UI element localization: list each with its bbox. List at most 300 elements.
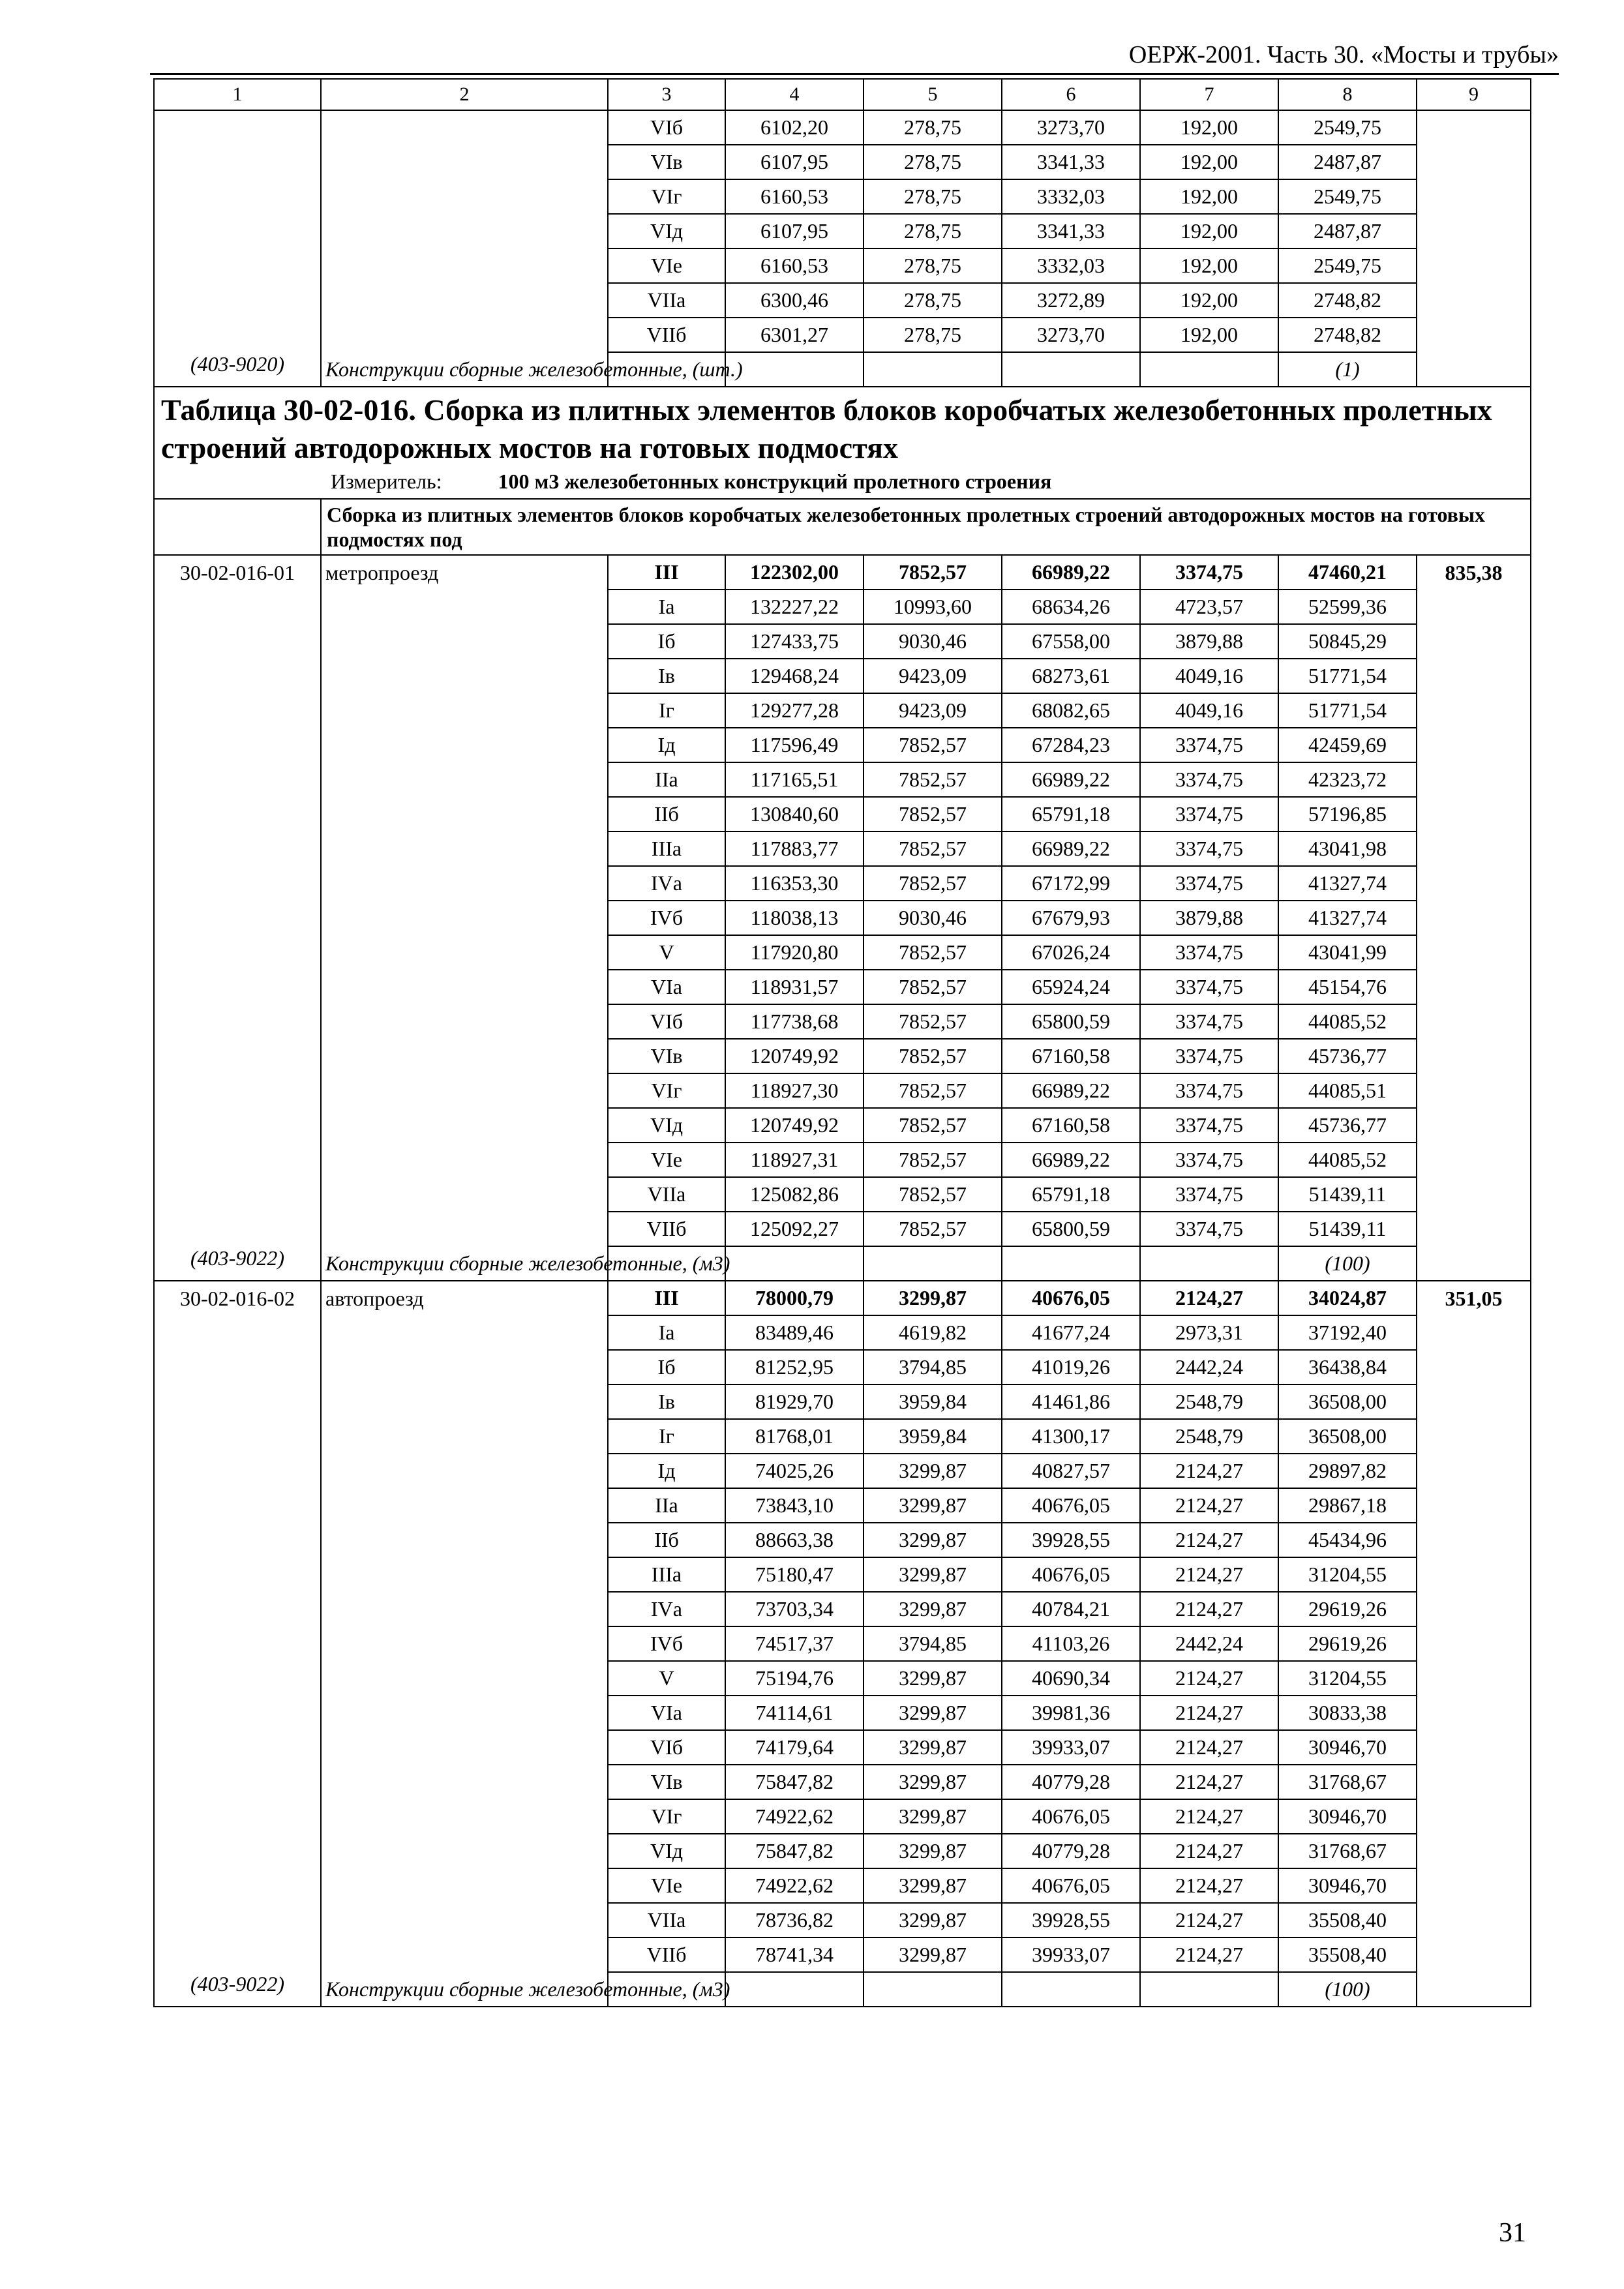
value-cell: 65800,59 — [1002, 1004, 1140, 1039]
name-cell — [321, 1626, 608, 1661]
code-cell — [154, 1073, 321, 1108]
page-header: ОЕРЖ-2001. Часть 30. «Мосты и трубы» — [1128, 41, 1559, 68]
value-cell: 9423,09 — [864, 659, 1002, 693]
name-cell — [321, 1592, 608, 1626]
value-cell: 3374,75 — [1140, 970, 1278, 1004]
value-cell: 41677,24 — [1002, 1315, 1140, 1350]
name-cell — [321, 110, 608, 145]
resource-name: Конструкции сборные железобетонные, (м3) — [321, 1972, 608, 2007]
col9-cell — [1417, 970, 1531, 1004]
resource-quantity: (100) — [1278, 1246, 1417, 1281]
value-cell: 40676,05 — [1002, 1799, 1140, 1834]
category-cell: VIе — [608, 248, 725, 283]
value-cell: 7852,57 — [864, 831, 1002, 866]
value-cell: 125092,27 — [725, 1212, 864, 1246]
code-cell — [154, 1454, 321, 1488]
value-cell: 3959,84 — [864, 1419, 1002, 1454]
category-cell: IVа — [608, 866, 725, 901]
empty-cell — [1002, 1972, 1140, 2007]
value-cell: 278,75 — [864, 283, 1002, 318]
col9-cell — [1417, 283, 1531, 318]
header-rule — [150, 73, 1559, 75]
table-row — [154, 1073, 1531, 1108]
value-cell: 7852,57 — [864, 1039, 1002, 1073]
value-cell: 120749,92 — [725, 1108, 864, 1143]
value-cell: 39981,36 — [1002, 1696, 1140, 1730]
value-cell: 67160,58 — [1002, 1108, 1140, 1143]
value-cell: 2124,27 — [1140, 1454, 1278, 1488]
code-cell — [154, 590, 321, 624]
category-cell: Iа — [608, 1315, 725, 1350]
value-cell: 6300,46 — [725, 283, 864, 318]
name-cell — [321, 831, 608, 866]
value-cell: 50845,29 — [1278, 624, 1417, 659]
value-cell: 41300,17 — [1002, 1419, 1140, 1454]
resource-code: (403-9022) — [154, 1972, 321, 2007]
value-cell: 66989,22 — [1002, 555, 1140, 590]
code-cell — [154, 1937, 321, 1972]
name-cell — [321, 179, 608, 214]
name-cell — [321, 1834, 608, 1868]
labor-cost-cell: 835,38 — [1417, 555, 1531, 590]
value-cell: 2442,24 — [1140, 1350, 1278, 1384]
category-cell: VIг — [608, 1799, 725, 1834]
category-cell: VIв — [608, 145, 725, 179]
category-cell: VIIб — [608, 1212, 725, 1246]
empty-cell — [1140, 352, 1278, 387]
name-cell — [321, 1177, 608, 1212]
table-row — [154, 179, 1531, 214]
value-cell: 7852,57 — [864, 762, 1002, 797]
col9-cell — [1417, 352, 1531, 387]
value-cell: 3374,75 — [1140, 831, 1278, 866]
col9-cell — [1417, 1004, 1531, 1039]
code-cell — [154, 1384, 321, 1419]
value-cell: 2549,75 — [1278, 179, 1417, 214]
col9-cell — [1417, 214, 1531, 248]
category-cell: VIг — [608, 1073, 725, 1108]
column-number: 6 — [1002, 79, 1140, 110]
table-row — [154, 1696, 1531, 1730]
value-cell: 83489,46 — [725, 1315, 864, 1350]
value-cell: 2487,87 — [1278, 214, 1417, 248]
value-cell: 40690,34 — [1002, 1661, 1140, 1696]
empty-cell — [1140, 1972, 1278, 2007]
value-cell: 51439,11 — [1278, 1177, 1417, 1212]
name-cell — [321, 935, 608, 970]
value-cell: 43041,98 — [1278, 831, 1417, 866]
value-cell: 3299,87 — [864, 1523, 1002, 1557]
table-row — [154, 659, 1531, 693]
value-cell: 2748,82 — [1278, 283, 1417, 318]
value-cell: 41019,26 — [1002, 1350, 1140, 1384]
value-cell: 4723,57 — [1140, 590, 1278, 624]
value-cell: 65791,18 — [1002, 797, 1140, 831]
category-cell: VIб — [608, 1730, 725, 1765]
value-cell: 3374,75 — [1140, 1212, 1278, 1246]
value-cell: 120749,92 — [725, 1039, 864, 1073]
rate-code: 30-02-016-02 — [154, 1281, 321, 1315]
table-subtitle-row — [154, 499, 1531, 555]
code-cell — [154, 1143, 321, 1177]
value-cell: 44085,51 — [1278, 1073, 1417, 1108]
value-cell: 3299,87 — [864, 1799, 1002, 1834]
value-cell: 39928,55 — [1002, 1903, 1140, 1937]
name-cell — [321, 1523, 608, 1557]
rates-table — [153, 78, 1531, 2007]
code-cell — [154, 1799, 321, 1834]
name-cell — [321, 214, 608, 248]
table-row — [154, 145, 1531, 179]
category-cell: VIе — [608, 1868, 725, 1903]
table-title-row — [154, 387, 1531, 499]
value-cell: 52599,36 — [1278, 590, 1417, 624]
value-cell: 41103,26 — [1002, 1626, 1140, 1661]
value-cell: 36438,84 — [1278, 1350, 1417, 1384]
value-cell: 3299,87 — [864, 1903, 1002, 1937]
value-cell: 3879,88 — [1140, 901, 1278, 935]
code-cell — [154, 1626, 321, 1661]
value-cell: 192,00 — [1140, 110, 1278, 145]
value-cell: 39933,07 — [1002, 1730, 1140, 1765]
value-cell: 75847,82 — [725, 1765, 864, 1799]
category-cell: IVб — [608, 901, 725, 935]
value-cell: 40676,05 — [1002, 1488, 1140, 1523]
value-cell: 2124,27 — [1140, 1868, 1278, 1903]
name-cell — [321, 1799, 608, 1834]
col9-cell — [1417, 1937, 1531, 1972]
column-number: 1 — [154, 79, 321, 110]
code-cell — [154, 797, 321, 831]
code-cell — [154, 145, 321, 179]
category-cell: VIв — [608, 1039, 725, 1073]
value-cell: 40779,28 — [1002, 1834, 1140, 1868]
value-cell: 3299,87 — [864, 1696, 1002, 1730]
col9-cell — [1417, 659, 1531, 693]
table-row — [154, 555, 1531, 590]
code-cell — [154, 179, 321, 214]
value-cell: 3299,87 — [864, 1281, 1002, 1315]
value-cell: 4049,16 — [1140, 659, 1278, 693]
value-cell: 3273,70 — [1002, 318, 1140, 352]
col9-cell — [1417, 1626, 1531, 1661]
table-row — [154, 214, 1531, 248]
name-cell — [321, 970, 608, 1004]
category-cell: Iа — [608, 590, 725, 624]
value-cell: 3374,75 — [1140, 1039, 1278, 1073]
value-cell: 35508,40 — [1278, 1937, 1417, 1972]
measure-line — [161, 467, 1524, 496]
value-cell: 30833,38 — [1278, 1696, 1417, 1730]
value-cell: 2124,27 — [1140, 1834, 1278, 1868]
value-cell: 31768,67 — [1278, 1765, 1417, 1799]
table-row — [154, 1765, 1531, 1799]
value-cell: 6160,53 — [725, 179, 864, 214]
resource-note-row — [154, 352, 1531, 387]
value-cell: 9030,46 — [864, 901, 1002, 935]
code-cell — [154, 1315, 321, 1350]
value-cell: 73703,34 — [725, 1592, 864, 1626]
value-cell: 3299,87 — [864, 1661, 1002, 1696]
col9-cell — [1417, 1557, 1531, 1592]
value-cell: 3374,75 — [1140, 866, 1278, 901]
name-cell — [321, 283, 608, 318]
value-cell: 7852,57 — [864, 1073, 1002, 1108]
value-cell: 2549,75 — [1278, 248, 1417, 283]
value-cell: 67026,24 — [1002, 935, 1140, 970]
value-cell: 45736,77 — [1278, 1108, 1417, 1143]
value-cell: 74025,26 — [725, 1454, 864, 1488]
value-cell: 2124,27 — [1140, 1592, 1278, 1626]
value-cell: 44085,52 — [1278, 1004, 1417, 1039]
col9-cell — [1417, 110, 1531, 145]
value-cell: 68634,26 — [1002, 590, 1140, 624]
code-cell — [154, 1488, 321, 1523]
table-row — [154, 1419, 1531, 1454]
value-cell: 40784,21 — [1002, 1592, 1140, 1626]
category-cell: VIа — [608, 970, 725, 1004]
category-cell: Iб — [608, 1350, 725, 1384]
value-cell: 3299,87 — [864, 1834, 1002, 1868]
col9-cell — [1417, 1730, 1531, 1765]
category-cell: IVб — [608, 1626, 725, 1661]
value-cell: 192,00 — [1140, 145, 1278, 179]
resource-code: (403-9022) — [154, 1246, 321, 1281]
value-cell: 75847,82 — [725, 1834, 864, 1868]
name-cell — [321, 1557, 608, 1592]
value-cell: 6160,53 — [725, 248, 864, 283]
value-cell: 2748,82 — [1278, 318, 1417, 352]
code-cell — [154, 1419, 321, 1454]
code-cell — [154, 283, 321, 318]
category-cell: VIIб — [608, 1937, 725, 1972]
value-cell: 47460,21 — [1278, 555, 1417, 590]
value-cell: 6107,95 — [725, 145, 864, 179]
value-cell: 3374,75 — [1140, 728, 1278, 762]
value-cell: 278,75 — [864, 318, 1002, 352]
value-cell: 88663,38 — [725, 1523, 864, 1557]
value-cell: 74179,64 — [725, 1730, 864, 1765]
value-cell: 6301,27 — [725, 318, 864, 352]
value-cell: 9423,09 — [864, 693, 1002, 728]
value-cell: 41327,74 — [1278, 866, 1417, 901]
value-cell: 40676,05 — [1002, 1281, 1140, 1315]
value-cell: 74922,62 — [725, 1799, 864, 1834]
rate-name: метропроезд — [321, 555, 608, 590]
value-cell: 41461,86 — [1002, 1384, 1140, 1419]
value-cell: 192,00 — [1140, 248, 1278, 283]
value-cell: 3374,75 — [1140, 762, 1278, 797]
value-cell: 278,75 — [864, 214, 1002, 248]
value-cell: 278,75 — [864, 179, 1002, 214]
col9-cell — [1417, 797, 1531, 831]
value-cell: 3332,03 — [1002, 248, 1140, 283]
col9-cell — [1417, 831, 1531, 866]
value-cell: 3374,75 — [1140, 1143, 1278, 1177]
empty-cell — [725, 1972, 864, 2007]
value-cell: 3299,87 — [864, 1557, 1002, 1592]
name-cell — [321, 1315, 608, 1350]
category-cell: IIIа — [608, 831, 725, 866]
value-cell: 81768,01 — [725, 1419, 864, 1454]
table-row — [154, 110, 1531, 145]
value-cell: 2124,27 — [1140, 1903, 1278, 1937]
value-cell: 7852,57 — [864, 1177, 1002, 1212]
value-cell: 66989,22 — [1002, 831, 1140, 866]
name-cell — [321, 1143, 608, 1177]
value-cell: 3374,75 — [1140, 1108, 1278, 1143]
value-cell: 3299,87 — [864, 1488, 1002, 1523]
value-cell: 78741,34 — [725, 1937, 864, 1972]
category-cell: VIд — [608, 214, 725, 248]
value-cell: 117165,51 — [725, 762, 864, 797]
value-cell: 40676,05 — [1002, 1868, 1140, 1903]
col9-cell — [1417, 1246, 1531, 1281]
name-cell — [321, 693, 608, 728]
col9-cell — [1417, 1315, 1531, 1350]
value-cell: 3299,87 — [864, 1765, 1002, 1799]
code-cell — [154, 110, 321, 145]
value-cell: 40676,05 — [1002, 1557, 1140, 1592]
value-cell: 3332,03 — [1002, 179, 1140, 214]
value-cell: 67172,99 — [1002, 866, 1140, 901]
column-number: 4 — [725, 79, 864, 110]
name-cell — [321, 866, 608, 901]
value-cell: 7852,57 — [864, 1004, 1002, 1039]
name-cell — [321, 1488, 608, 1523]
table-row — [154, 1004, 1531, 1039]
name-cell — [321, 762, 608, 797]
value-cell: 2124,27 — [1140, 1523, 1278, 1557]
value-cell: 74517,37 — [725, 1626, 864, 1661]
table-row — [154, 901, 1531, 935]
col9-cell — [1417, 935, 1531, 970]
value-cell: 122302,00 — [725, 555, 864, 590]
value-cell: 2124,27 — [1140, 1696, 1278, 1730]
category-cell: Iг — [608, 693, 725, 728]
table-row — [154, 1626, 1531, 1661]
value-cell: 36508,00 — [1278, 1419, 1417, 1454]
page-number: 31 — [1499, 2218, 1526, 2248]
value-cell: 117920,80 — [725, 935, 864, 970]
empty-cell — [725, 1246, 864, 1281]
column-number: 3 — [608, 79, 725, 110]
value-cell: 3272,89 — [1002, 283, 1140, 318]
column-number: 7 — [1140, 79, 1278, 110]
table-row — [154, 1350, 1531, 1384]
col9-cell — [1417, 624, 1531, 659]
value-cell: 7852,57 — [864, 728, 1002, 762]
table-row — [154, 1868, 1531, 1903]
table-row — [154, 762, 1531, 797]
value-cell: 42323,72 — [1278, 762, 1417, 797]
value-cell: 30946,70 — [1278, 1730, 1417, 1765]
value-cell: 66989,22 — [1002, 1073, 1140, 1108]
value-cell: 40827,57 — [1002, 1454, 1140, 1488]
code-cell — [154, 693, 321, 728]
table-title: Таблица 30-02-016. Сборка из плитных элементов блоков коробчатых железобетонных пролетных строений автодорожных мостов на готовых подмостях — [161, 393, 1492, 464]
value-cell: 2124,27 — [1140, 1661, 1278, 1696]
category-cell: Iб — [608, 624, 725, 659]
value-cell: 74922,62 — [725, 1868, 864, 1903]
code-cell — [154, 1730, 321, 1765]
value-cell: 3299,87 — [864, 1868, 1002, 1903]
code-cell — [154, 762, 321, 797]
name-cell — [321, 624, 608, 659]
value-cell: 116353,30 — [725, 866, 864, 901]
value-cell: 65791,18 — [1002, 1177, 1140, 1212]
value-cell: 118038,13 — [725, 901, 864, 935]
value-cell: 51439,11 — [1278, 1212, 1417, 1246]
name-cell — [321, 590, 608, 624]
category-cell: Iв — [608, 659, 725, 693]
value-cell: 10993,60 — [864, 590, 1002, 624]
col9-cell — [1417, 1903, 1531, 1937]
col9-cell — [1417, 1765, 1531, 1799]
value-cell: 30946,70 — [1278, 1799, 1417, 1834]
table-row — [154, 1454, 1531, 1488]
empty-cell — [725, 352, 864, 387]
code-cell — [154, 935, 321, 970]
value-cell: 7852,57 — [864, 970, 1002, 1004]
code-cell — [154, 1765, 321, 1799]
code-cell — [154, 901, 321, 935]
value-cell: 129468,24 — [725, 659, 864, 693]
value-cell: 31768,67 — [1278, 1834, 1417, 1868]
value-cell: 3273,70 — [1002, 110, 1140, 145]
value-cell: 117883,77 — [725, 831, 864, 866]
empty-cell — [154, 499, 321, 555]
table-row — [154, 797, 1531, 831]
category-cell: VIв — [608, 1765, 725, 1799]
category-cell: IIб — [608, 1523, 725, 1557]
resource-quantity: (100) — [1278, 1972, 1417, 2007]
category-cell: IIа — [608, 1488, 725, 1523]
value-cell: 75194,76 — [725, 1661, 864, 1696]
value-cell: 278,75 — [864, 248, 1002, 283]
code-cell — [154, 1592, 321, 1626]
value-cell: 2124,27 — [1140, 1730, 1278, 1765]
table-row — [154, 248, 1531, 283]
table-row — [154, 693, 1531, 728]
table-row — [154, 1384, 1531, 1419]
value-cell: 6107,95 — [725, 214, 864, 248]
code-cell — [154, 728, 321, 762]
value-cell: 125082,86 — [725, 1177, 864, 1212]
code-cell — [154, 1903, 321, 1937]
value-cell: 118927,30 — [725, 1073, 864, 1108]
code-cell — [154, 1661, 321, 1696]
code-cell — [154, 970, 321, 1004]
value-cell: 192,00 — [1140, 318, 1278, 352]
resource-code: (403-9020) — [154, 352, 321, 387]
col9-cell — [1417, 1696, 1531, 1730]
value-cell: 118931,57 — [725, 970, 864, 1004]
name-cell — [321, 1765, 608, 1799]
table-row — [154, 1592, 1531, 1626]
value-cell: 43041,99 — [1278, 935, 1417, 970]
resource-note-row — [154, 1972, 1531, 2007]
value-cell: 3794,85 — [864, 1626, 1002, 1661]
code-cell — [154, 624, 321, 659]
col9-cell — [1417, 693, 1531, 728]
code-cell — [154, 1212, 321, 1246]
table-row — [154, 1488, 1531, 1523]
col9-cell — [1417, 1108, 1531, 1143]
empty-cell — [1002, 1246, 1140, 1281]
value-cell: 2124,27 — [1140, 1937, 1278, 1972]
name-cell — [321, 1419, 608, 1454]
